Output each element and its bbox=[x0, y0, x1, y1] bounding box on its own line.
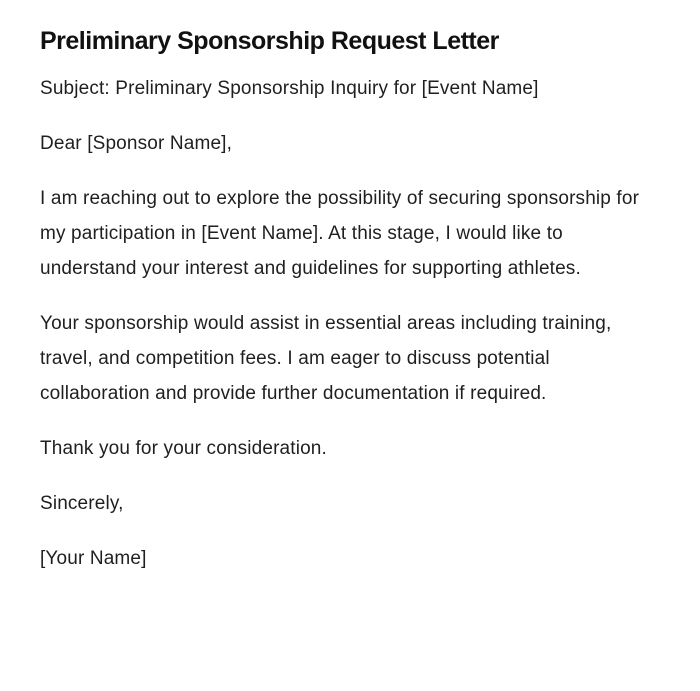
letter-signature: [Your Name] bbox=[40, 548, 147, 569]
letter-greeting: Dear [Sponsor Name], bbox=[40, 133, 233, 154]
letter-subject: Subject: Preliminary Sponsorship Inquiry for [Event Name] bbox=[40, 78, 539, 99]
letter-thanks: Thank you for your consideration. bbox=[40, 438, 327, 459]
letter-paragraph-intro: I am reaching out to explore the possibility of securing sponsorship for my participation in [Event Name]. At this stage, I would like to understand your interest and guidelines for supporting athletes. bbox=[40, 188, 640, 279]
letter-closing: Sincerely, bbox=[40, 493, 124, 514]
letter-paragraph-details: Your sponsorship would assist in essential areas including training, travel, and competition fees. I am eager to discuss potential collaboration and provide further documentation if required. bbox=[40, 313, 612, 404]
letter-title: Preliminary Sponsorship Request Letter bbox=[40, 27, 499, 55]
